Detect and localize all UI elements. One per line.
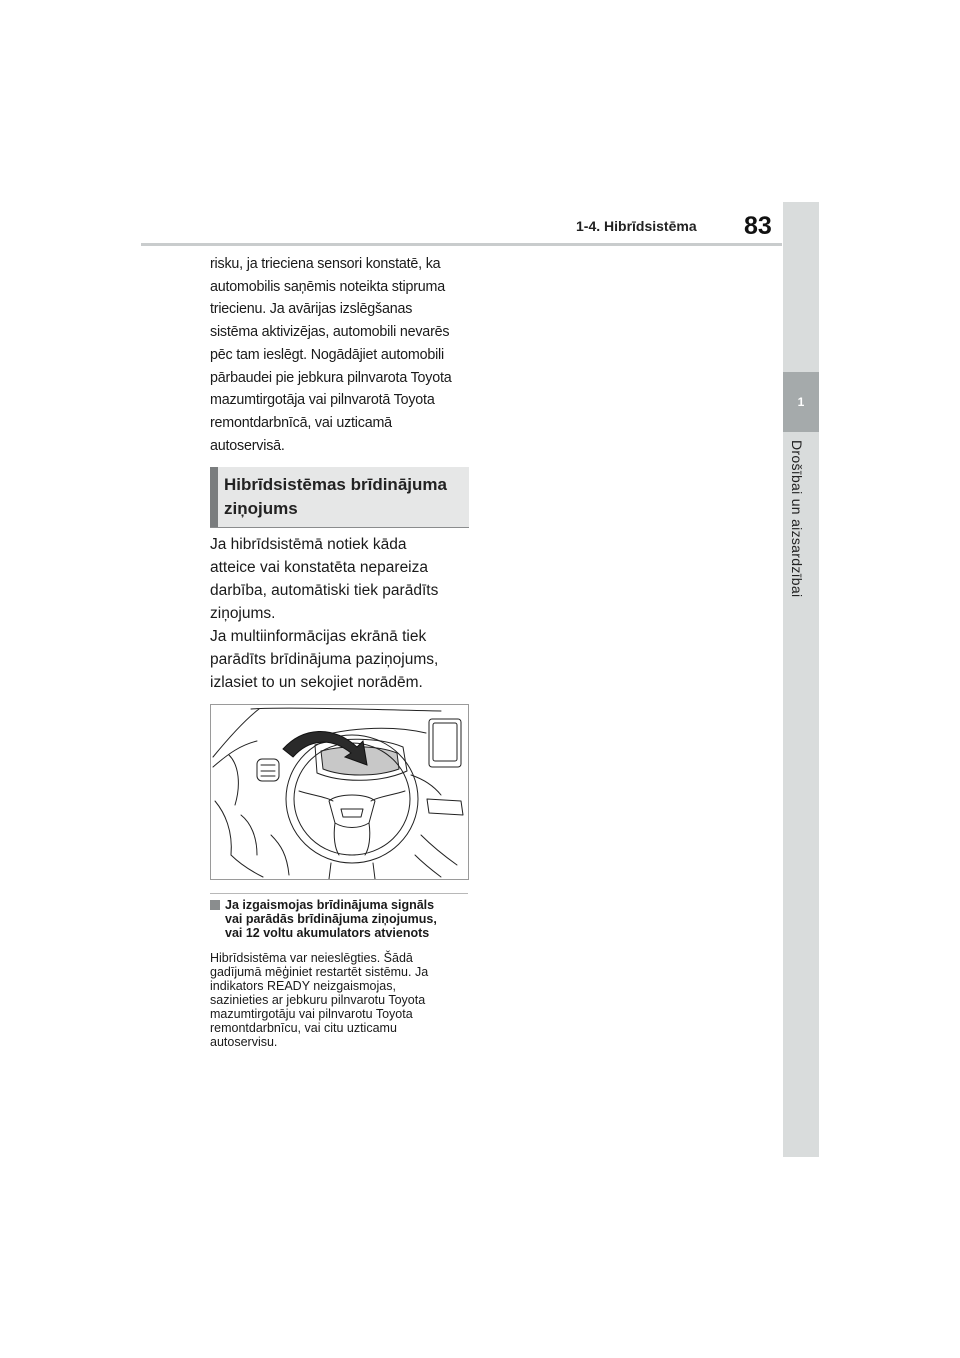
text-line: Hibrīdsistēma var neieslēgties. Šādā: [210, 951, 413, 965]
text-line: remontdarbnīcu, vai citu uzticamu: [210, 1021, 397, 1035]
header-divider: [141, 243, 782, 246]
note-heading-line: [210, 898, 472, 912]
dashboard-illustration: [210, 704, 469, 880]
heading-accent-bar: [210, 467, 218, 527]
note-heading-line: vai parādās brīdinājuma ziņojumus,: [225, 912, 437, 926]
text-line: autoservisu.: [210, 1035, 278, 1049]
text-line: atteice vai konstatēta nepareiza: [210, 559, 428, 576]
text-line: risku, ja trieciena sensori konstatē, ka: [210, 256, 441, 272]
text-line: parādīts brīdinājuma paziņojums,: [210, 651, 439, 668]
heading-line: ziņojums: [224, 499, 298, 518]
note-heading-line: vai 12 voltu akumulators atvienots: [225, 926, 430, 940]
text-line: remontdarbnīcā, vai uzticamā: [210, 414, 392, 431]
body-paragraph-2: [210, 625, 468, 694]
note-heading-text: Ja izgaismojas brīdinājuma signāls: [225, 898, 435, 912]
text-line: Ja multiinformācijas ekrānā tiek: [210, 628, 427, 645]
section-heading-text: [224, 473, 464, 521]
chapter-number-tab: 1: [783, 372, 819, 432]
note-body: [210, 951, 472, 1049]
text-line: mazumtirgotāju vai pilnvarotu Toyota: [210, 1007, 413, 1021]
body-paragraph-1: [210, 533, 468, 625]
text-line: ziņojums.: [210, 605, 276, 622]
text-line: automobilis saņēmis noteikta stipruma: [210, 278, 445, 295]
text-line: pārbaudei pie jebkura pilnvarota Toyota: [210, 369, 452, 386]
text-line: izlasiet to un sekojiet norādēm.: [210, 674, 423, 691]
page-number: 83: [744, 212, 772, 240]
continuation-paragraph: [210, 253, 472, 457]
text-line: indikators READY neizgaismojas,: [210, 979, 396, 993]
text-line: mazumtirgotāja vai pilnvarotā Toyota: [210, 392, 435, 409]
note-divider: [210, 893, 468, 894]
chapter-title: Drošībai un aizsardzībai: [789, 440, 805, 598]
square-bullet-icon: [210, 900, 220, 910]
text-line: sazinieties ar jebkuru pilnvarotu Toyota: [210, 993, 426, 1007]
dashboard-drawing: [211, 705, 468, 879]
chapter-side-tab: [783, 202, 819, 1157]
text-line: triecienu. Ja avārijas izslēgšanas: [210, 301, 413, 318]
heading-line: Hibrīdsistēmas brīdinājuma: [224, 475, 447, 494]
note-heading: [210, 898, 472, 940]
text-line: autoservisā.: [210, 437, 285, 454]
text-line: sistēma aktivizējas, automobili nevarēs: [210, 324, 450, 341]
section-heading: [210, 467, 469, 528]
text-line: pēc tam ieslēgt. Nogādājiet automobili: [210, 346, 444, 363]
text-line: darbība, automātiski tiek parādīts: [210, 582, 439, 599]
section-title: 1-4. Hibrīdsistēma: [576, 218, 697, 234]
text-line: gadījumā mēģiniet restartēt sistēmu. Ja: [210, 965, 429, 979]
text-line: Ja hibrīdsistēmā notiek kāda: [210, 536, 407, 553]
